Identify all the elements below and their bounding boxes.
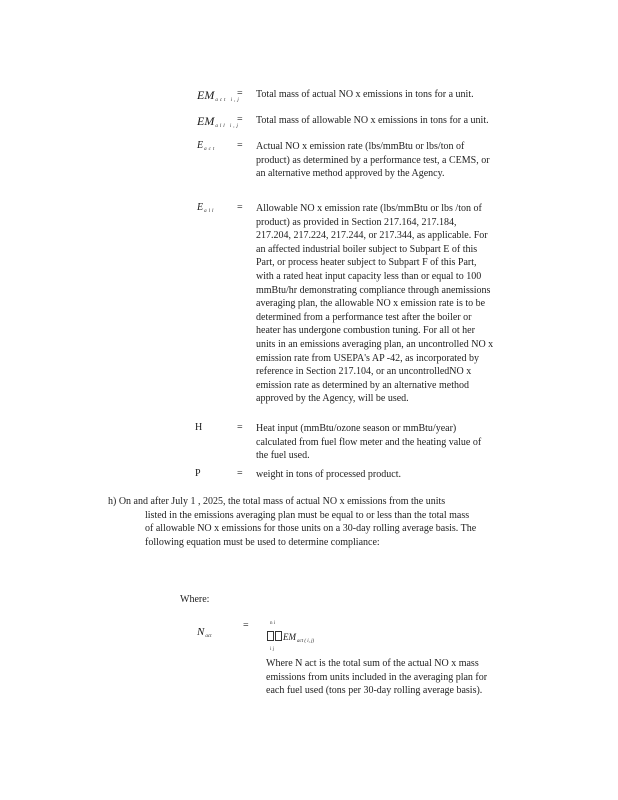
- definition-p: weight in tons of processed product.: [256, 469, 401, 480]
- equals-sign: =: [237, 88, 243, 99]
- symbol-em-all: $EM_{all i,j}$: [197, 114, 240, 129]
- definition-e-all: Allowable NO x emission rate (lbs/mmBtu or lbs /ton of product) as provided in Section 217.164, 217.184, 217.204, 217.224, 217.244, or 217.344, as applicable. For an affected industrial boiler subject to Subpart E of this Part, or process heater subject to Subpart F of this Part, with a rated heat input capacity less than or equal to 100 mmBtu/hr demonstrating compliance through anemissions averaging plan, the allowable NO x emission rate is to be determined from a performance test after the boiler or heater has undergone combustion tuning. For all ot her units in an emissions averaging plan, an uncontrolled NO x emission rate from USEPA's AP -42, as incorporated by reference in Section 217.104, or an uncontrolledNO x emission rate as determined by an alternative method approved by the Agency, will be used.: [256, 203, 494, 405]
- equals-sign: =: [237, 468, 243, 479]
- symbol-e-all: $E_{all}$: [197, 202, 216, 214]
- formula-lhs: Nact: [197, 626, 212, 639]
- definition-em-act: Total mass of actual NO x emissions in tons for a unit.: [256, 89, 474, 100]
- formula-equals: =: [243, 620, 249, 631]
- sum-lower-limit: i j: [270, 647, 275, 652]
- definition-em-all: Total mass of allowable NO x emissions in tons for a unit.: [256, 115, 489, 126]
- equals-sign: =: [237, 140, 243, 151]
- symbol-p: P: [195, 468, 201, 479]
- symbol-e-act: $E_{act}$: [197, 140, 217, 152]
- formula-explanation: Where N act is the total sum of the actual NO x mass emissions from units included in the averaging plan for each fuel used (tons per 30-day rolling average basis).: [266, 658, 488, 697]
- equals-sign: =: [237, 202, 243, 213]
- symbol-h: H: [195, 422, 203, 433]
- sum-term: $EM_{act ( i, j)}$: [283, 632, 315, 644]
- where-label: Where:: [180, 594, 210, 605]
- equals-sign: =: [237, 422, 243, 433]
- symbol-em-act: $EM_{act i,j}$: [197, 88, 241, 103]
- definition-h: Heat input (mmBtu/ozone season or mmBtu/year) calculated from fuel flow meter and the heating value of the fuel used.: [256, 423, 482, 462]
- definition-e-act: Actual NO x emission rate (lbs/mmBtu or lbs/ton of product) as determined by a performance test, a CEMS, or an alternative method approved by the Agency.: [256, 141, 490, 180]
- equals-sign: =: [237, 114, 243, 125]
- sum-symbol-glyph: [267, 628, 283, 646]
- paragraph-h: h) On and after July 1 , 2025, the total mass of actual NO x emissions from the units listed in the emissions averaging plan must be equal to or less than the total mass of allowable NO x emissions for those units on a 30-day rolling average basis. The following equation must be used to determine compliance:: [108, 496, 477, 548]
- sum-upper-limit: n i: [270, 621, 276, 626]
